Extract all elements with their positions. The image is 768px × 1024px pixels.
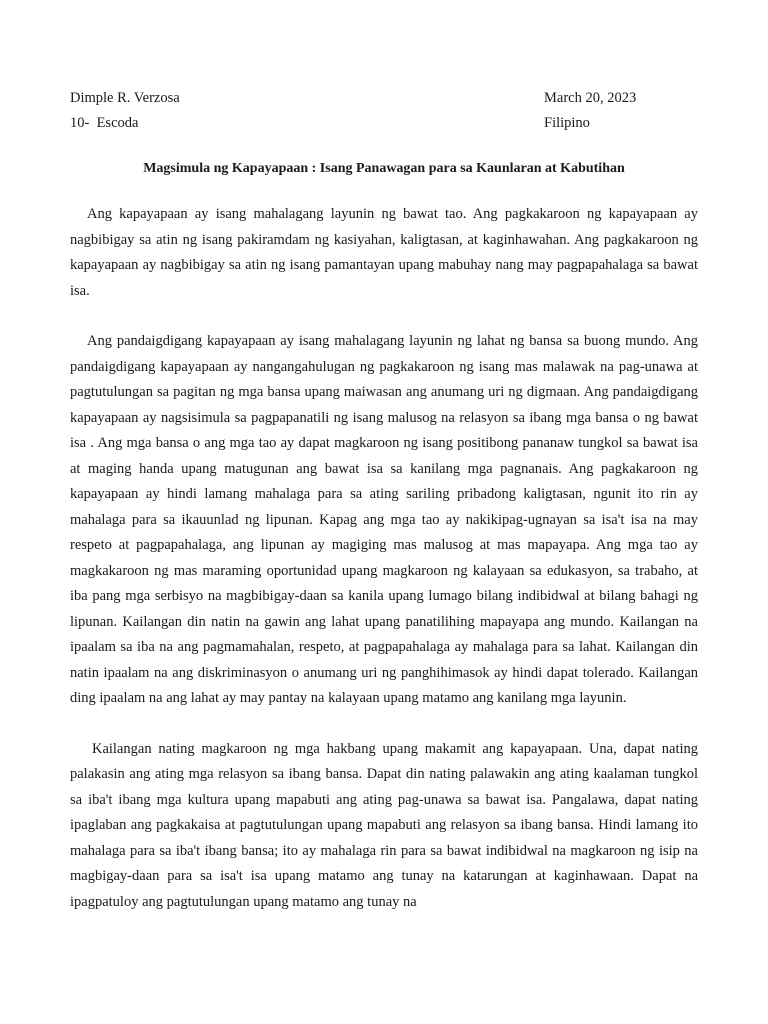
document-page bbox=[70, 86, 698, 940]
student-section: 10- Escoda bbox=[70, 115, 139, 131]
document-date: March 20, 2023 bbox=[544, 90, 637, 106]
paragraph-2: Ang pandaigdigang kapayapaan ay isang mahalagang layunin ng lahat ng bansa sa buong mundo. Ang pandaigdigang kapayapaan ay nangangahulugan ng pagkakaroon ng isang mas malawak na pag-unawa at pagtutulungan sa pagitan ng mga bansa upang maiwasan ang anumang uri ng digmaan. Ang pandaigdigang kapayapaan ay nagsisimula sa pagpapanatili ng isang malusog na relasyon sa ibang mga bansa o ng bawat isa . Ang mga bansa o ang mga tao ay dapat magkaroon ng isang positibong pananaw tungkol sa bawat isa at maging handa upang matugunan ang bawat isa sa kanilang mga pagnanais. Ang pagkakaroon ng kapayapaan ay hindi lamang mahalaga para sa ating sariling pribadong kaligtasan, ngunit ito rin ay mahalaga para sa ikauunlad ng lipunan. Kapag ang mga tao ay nakikipag-ugnayan sa isa't isa na may respeto at pagpapahalaga, ang lipunan ay magiging mas malusog at mas mapayapa. Ang mga tao ay magkakaroon ng mas maraming oportunidad upang magkaroon ng kalayaan sa edukasyon, sa trabaho, at iba pang mga serbisyo na magbibigay-daan sa kanila upang lumago bilang indibidwal at bilang bahagi ng lipunan. Kailangan din natin na gawin ang lahat upang panatilihing mapayapa ang mundo. Kailangan na ipaalam sa iba na ang pagmamahalan, respeto, at pagpapahalaga ay mahalaga para sa lahat. Kailangan din natin ipaalam na ang diskriminasyon o anumang uri ng panghihimasok ay hindi dapat tolerado. Kailangan ding ipaalam na ang lahat ay may pantay na kalayaan upang matamo ang kanilang mga layunin. bbox=[70, 333, 698, 706]
paragraph-1: Ang kapayapaan ay isang mahalagang layunin ng bawat tao. Ang pagkakaroon ng kapayapaan ay nagbibigay sa atin ng isang pakiramdam ng kasiyahan, kaligtasan, at kaginhawahan. Ang pagkakaroon ng kapayapaan ay nagbibigay sa atin ng isang pamantayan upang mabuhay nang may pagpapahalaga sa bawat isa. bbox=[70, 206, 698, 299]
essay-title: Magsimula ng Kapayapaan : Isang Panawagan para sa Kaunlaran at Kabutihan bbox=[143, 161, 625, 176]
header-left bbox=[70, 86, 180, 136]
paragraph-3: Kailangan nating magkaroon ng mga hakbang upang makamit ang kapayapaan. Una, dapat nating palakasin ang ating mga relasyon sa ibang bansa. Dapat din nating palawakin ang ating kaalaman tungkol sa iba't ibang mga kultura upang mapabuti ang ating pag-unawa sa bawat isa. Pangalawa, dapat nating ipaglaban ang pagkakaisa at pagtutulungan upang mapabuti ang relasyon sa ibang bansa. Hindi lamang ito mahalaga para sa iba't ibang bansa; ito ay mahalaga rin para sa bawat indibidwal na magkaroon ng isip na magbigay-daan para sa isa't isa upang matamo ang tunay na katarungan at kaginhawaan. Dapat na ipagpatuloy ang pagtutulungan upang matamo ang tunay na bbox=[70, 740, 698, 910]
document-header bbox=[70, 86, 698, 136]
essay-body bbox=[70, 202, 698, 915]
header-right bbox=[544, 86, 698, 136]
student-name: Dimple R. Verzosa bbox=[70, 90, 180, 106]
subject-name: Filipino bbox=[544, 115, 590, 131]
